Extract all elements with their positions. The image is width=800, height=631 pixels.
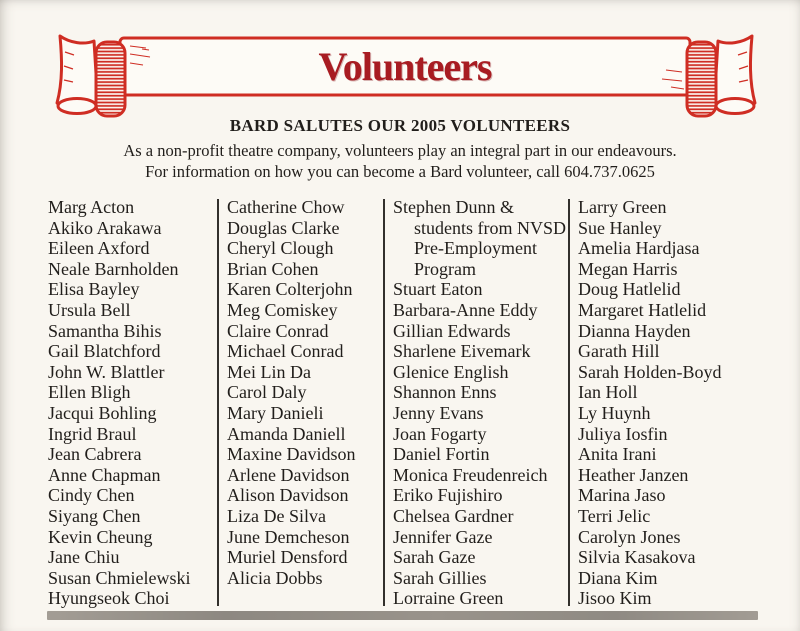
volunteer-name: Marg Acton: [48, 197, 135, 217]
volunteer-name: Diana Kim: [578, 567, 658, 588]
volunteer-name: Samantha Bihis: [48, 320, 162, 341]
volunteer-name: Sue Hanley: [578, 217, 662, 238]
volunteer-name: Jacqui Bohling: [48, 402, 157, 423]
volunteer-name: Stephen Dunn &: [393, 197, 514, 217]
volunteer-name: Mei Lin Da: [227, 361, 311, 382]
volunteer-name: Anne Chapman: [48, 464, 161, 485]
volunteer-name: Cindy Chen: [48, 485, 135, 506]
volunteer-column-3: [393, 197, 565, 609]
volunteer-name: Catherine Chow: [227, 197, 345, 217]
volunteer-name: Sarah Holden-Boyd: [578, 361, 722, 382]
column-divider: [217, 199, 219, 606]
page-edge-shadow: [47, 611, 758, 620]
volunteer-name: Dianna Hayden: [578, 320, 691, 341]
volunteer-name: Elisa Bayley: [48, 279, 140, 300]
volunteer-name: Barbara-Anne Eddy: [393, 299, 538, 320]
volunteer-name: Jenny Evans: [393, 402, 484, 423]
volunteer-name: Akiko Arakawa: [48, 217, 162, 238]
volunteer-name: Alison Davidson: [227, 485, 349, 506]
volunteer-name: Stuart Eaton: [393, 279, 483, 300]
volunteer-name: Jisoo Kim: [578, 588, 652, 609]
volunteer-name: Joan Fogarty: [393, 423, 487, 444]
volunteer-name: Megan Harris: [578, 258, 678, 279]
volunteer-name: Shannon Enns: [393, 382, 497, 403]
volunteer-name: Mary Danieli: [227, 402, 324, 423]
volunteer-name: Sarah Gaze: [393, 547, 476, 568]
volunteer-name: June Demcheson: [227, 526, 350, 547]
volunteer-name: Ursula Bell: [48, 299, 131, 320]
volunteer-name: Heather Janzen: [578, 464, 689, 485]
intro-line-2: For information on how you can become a Bard volunteer, call 604.737.0625: [145, 162, 655, 181]
volunteer-name: Douglas Clarke: [227, 217, 340, 238]
volunteer-name: Juliya Iosfin: [578, 423, 668, 444]
volunteer-name: Jennifer Gaze: [393, 526, 493, 547]
volunteer-name: Eriko Fujishiro: [393, 485, 503, 506]
volunteer-name: Carol Daly: [227, 382, 307, 403]
volunteer-name: Sarah Gillies: [393, 567, 487, 588]
volunteer-name: Arlene Davidson: [227, 464, 350, 485]
intro-line-1: As a non-profit theatre company, volunteers play an integral part in our endeavours.: [123, 141, 677, 160]
volunteer-name: Pre-Employment: [414, 238, 537, 259]
volunteer-name: Susan Chmielewski: [48, 567, 191, 588]
volunteer-name: Lorraine Green: [393, 588, 504, 609]
volunteer-name: Maxine Davidson: [227, 444, 356, 465]
volunteer-name: Larry Green: [578, 197, 667, 217]
volunteer-name: Amelia Hardjasa: [578, 238, 700, 259]
volunteer-name: Hyungseok Choi: [48, 588, 170, 609]
volunteer-name: Muriel Densford: [227, 547, 348, 568]
column-divider: [383, 199, 385, 606]
volunteer-name: Alicia Dobbs: [227, 567, 323, 588]
volunteer-column-2: [227, 197, 380, 588]
volunteer-name: Margaret Hatlelid: [578, 299, 707, 320]
column-divider: [568, 199, 570, 606]
volunteer-name: Siyang Chen: [48, 505, 141, 526]
volunteer-name: Kevin Cheung: [48, 526, 153, 547]
volunteer-name: Karen Colterjohn: [227, 279, 353, 300]
volunteer-name: Gail Blatchford: [48, 341, 161, 362]
volunteer-name: Doug Hatlelid: [578, 279, 681, 300]
volunteer-name: Michael Conrad: [227, 341, 344, 362]
volunteer-name: Gillian Edwards: [393, 320, 511, 341]
volunteer-name: Glenice English: [393, 361, 509, 382]
volunteer-name: Jean Cabrera: [48, 444, 142, 465]
volunteer-name: Ellen Bligh: [48, 382, 131, 403]
volunteer-name: Amanda Daniell: [227, 423, 346, 444]
volunteer-name: Ian Holl: [578, 382, 638, 403]
banner-title: Volunteers: [318, 44, 492, 89]
volunteer-name: Meg Comiskey: [227, 299, 338, 320]
volunteer-name: Terri Jelic: [578, 505, 651, 526]
volunteer-name: Eileen Axford: [48, 238, 150, 259]
volunteer-name: Program: [414, 258, 476, 279]
volunteer-name: Garath Hill: [578, 341, 660, 362]
volunteer-name: Anita Irani: [578, 444, 657, 465]
volunteer-name: Ly Huynh: [578, 402, 651, 423]
volunteer-name: Daniel Fortin: [393, 444, 490, 465]
volunteer-name: students from NVSD: [414, 217, 566, 238]
volunteer-name: Claire Conrad: [227, 320, 329, 341]
volunteer-name: Chelsea Gardner: [393, 505, 514, 526]
volunteer-name: Jane Chiu: [48, 547, 120, 568]
volunteer-name: Monica Freudenreich: [393, 464, 548, 485]
volunteer-name: Neale Barnholden: [48, 258, 179, 279]
volunteer-name: Cheryl Clough: [227, 238, 334, 259]
volunteer-name: Silvia Kasakova: [578, 547, 696, 568]
volunteer-name: Carolyn Jones: [578, 526, 681, 547]
volunteer-column-4: [578, 197, 758, 609]
volunteer-column-1: [48, 197, 214, 609]
volunteer-name: John W. Blattler: [48, 361, 165, 382]
volunteer-name: Ingrid Braul: [48, 423, 137, 444]
volunteer-name: Liza De Silva: [227, 505, 326, 526]
volunteer-name: Marina Jaso: [578, 485, 666, 506]
volunteer-name: Sharlene Eivemark: [393, 341, 531, 362]
volunteer-name: Brian Cohen: [227, 258, 319, 279]
section-heading: BARD SALUTES OUR 2005 VOLUNTEERS: [229, 116, 571, 135]
